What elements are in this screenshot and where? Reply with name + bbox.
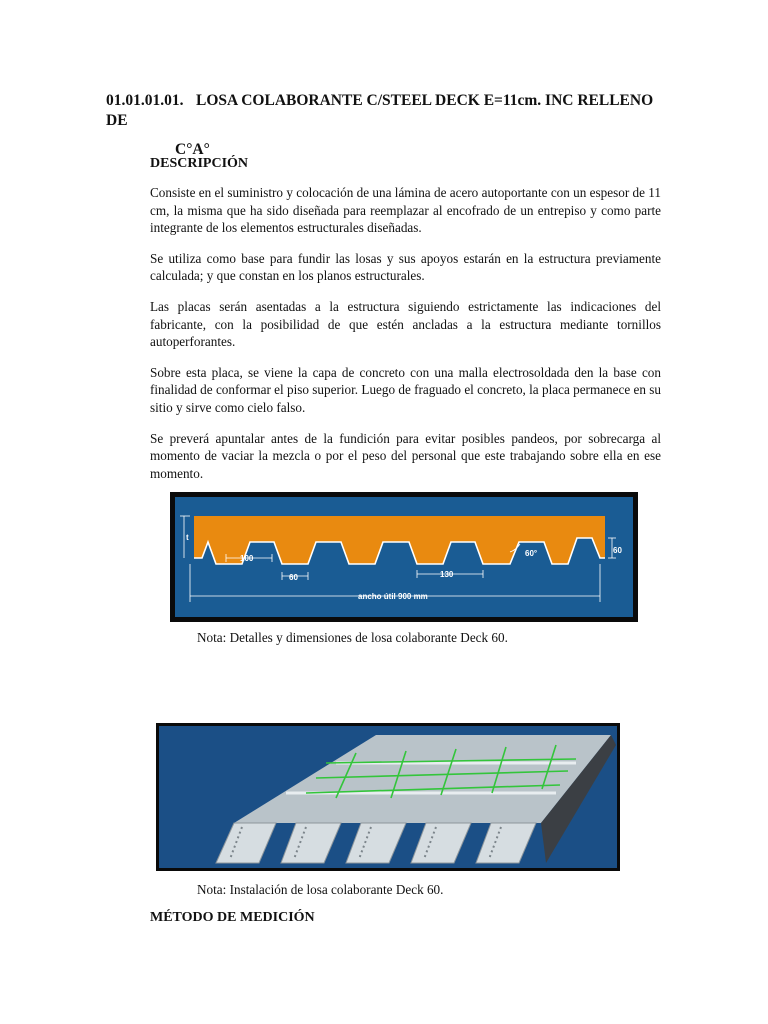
figure2-caption: Nota: Instalación de losa colaborante Deck 60. [197, 882, 444, 897]
label-width: ancho útil 900 mm [358, 592, 428, 601]
figure1-caption: Nota: Detalles y dimensiones de losa colaborante Deck 60. [197, 630, 508, 645]
descripcion-title: DESCRIPCIÓN [150, 156, 249, 171]
deck-profile-figure [170, 492, 638, 622]
descripcion-body [150, 184, 661, 495]
label-60-bottom: 60 [289, 573, 298, 582]
deck-installation-illustration [156, 723, 620, 871]
paragraph-5: Se preverá apuntalar antes de la fundición para evitar posibles pandeos, por sobrecarga al momento de vaciar la mezcla o por el peso del personal que este trabajando sobre ella en ese momento. [150, 430, 661, 481]
section-heading [106, 91, 676, 160]
section-code: 01.01.01.01. [106, 92, 184, 109]
label-130: 130 [440, 570, 454, 579]
section-title-line1: LOSA COLABORANTE C/STEEL DECK E=11cm. INC RELLENO DE [106, 92, 654, 129]
paragraph-4: Sobre esta placa, se viene la capa de concreto con una malla electrosoldada den la base con finalidad de conformar el piso superior. Luego de fraguado el concreto, la placa permanece en su sitio y sirve como cielo falso. [150, 364, 661, 415]
deck-installation-figure [156, 723, 620, 871]
metodo-title: MÉTODO DE MEDICIÓN [150, 910, 315, 925]
deck-profile-diagram [170, 492, 638, 622]
paragraph-3: Las placas serán asentadas a la estructura siguiendo estrictamente las indicaciones del fabricante, con la posibilidad de que estén ancladas a la estructura mediante tornillos autoperforantes. [150, 298, 661, 350]
label-100: 100 [240, 554, 254, 563]
label-t: t [186, 533, 189, 542]
section-title-line2: C°A° [175, 141, 210, 158]
paragraph-2: Se utiliza como base para fundir las losas y sus apoyos estarán en la estructura previamente calculada; y que constan en los planos estructurales. [150, 250, 661, 284]
paragraph-1: Consiste en el suministro y colocación de una lámina de acero autoportante con un espesor de 11 cm, la misma que ha sido diseñada para reemplazar al encofrado de un entrepiso y como parte integrante de los elementos estructurales diseñadas. [150, 185, 661, 236]
label-angle: 60° [525, 549, 538, 558]
label-60-height: 60 [613, 546, 622, 555]
